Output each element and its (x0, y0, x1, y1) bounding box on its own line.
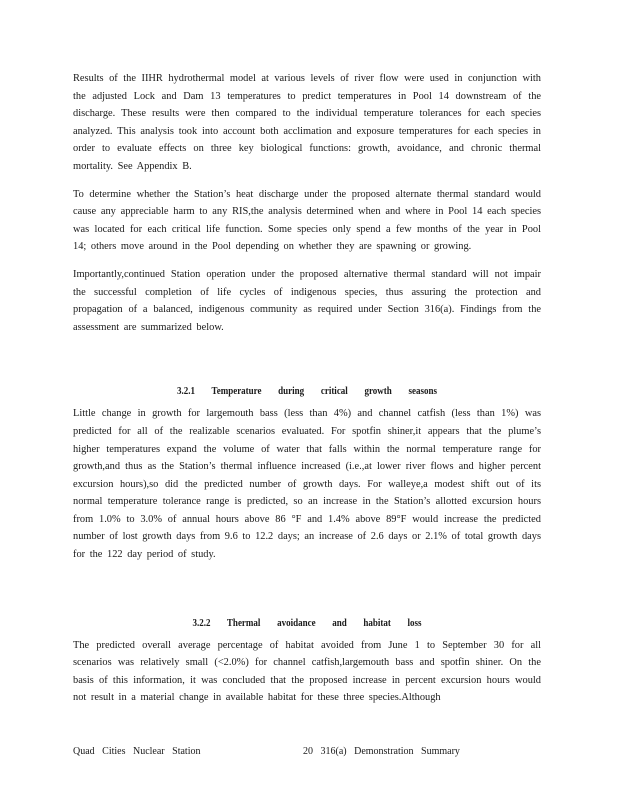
section-heading-3-2-2: 3.2.2 Thermal avoidance and habitat loss (192, 617, 422, 629)
footer-station-name: Quad Cities Nuclear Station (73, 746, 201, 757)
footer-page-title: 20 316(a) Demonstration Summary (303, 746, 460, 757)
paragraph-heat-discharge: To determine whether the Station’s heat discharge under the proposed alternate thermal standard would cause any appreciable harm to any RIS,the analysis determined when and where in Pool 14 each species was located for each critical life function. Some species only spend a few months of the year in Pool 14; others move around in the Pool depending on whether they are spawning or growing. (73, 188, 541, 253)
document-page (73, 70, 541, 717)
paragraph-habitat-loss: The predicted overall average percentage of habitat avoided from June 1 to September 30 for all scenarios was relatively small (<2.0%) for channel catfish,largemouth bass and spotfin shiner. On the basis of this information, it was concluded that the proposed increase in percent excursion hours would not result in a material change in available habitat for these three species.Although (73, 639, 541, 704)
section-heading-3-2-1: 3.2.1 Temperature during critical growth seasons (177, 386, 437, 398)
paragraph-model-results: Results of the IIHR hydrothermal model at various levels of river flow were used in conjunction with the adjusted Lock and Dam 13 temperatures to predict temperatures in Pool 14 downstream of the discharge. These results were then compared to the individual temperature tolerances for each species analyzed. This analysis took into account both acclimation and exposure temperatures for each species in order to evaluate effects on three key biological functions: growth, avoidance, and chronic thermal mortality. See Appendix B. (73, 73, 541, 172)
paragraph-growth-seasons: Little change in growth for largemouth bass (less than 4%) and channel catfish (less than 1%) was predicted for all of the realizable scenarios evaluated. For spotfin shiner,it appears that the plume’s higher temperatures expand the volume of water that falls within the normal temperature range for growth,and thus as the Station’s thermal influence increased (i.e.,at lower river flows and higher percent excursion hours),so did the predicted number of growth days. For walleye,a modest shift out of its normal temperature tolerance range is predicted, so an increase in the Station’s allotted excursion hours from 1.0% to 3.0% of annual hours above 86 °F and 1.4% above 89°F would increase the predicted number of lost growth days from 9.6 to 12.2 days; an increase of 2.6 days or 2.1% of total growth days for the 122 day period of study. (73, 408, 541, 561)
paragraph-continued-operation: Importantly,continued Station operation under the proposed alternative thermal standard will not impair the successful completion of life cycles of indigenous species, thus assuring the protection and propagation of a balanced, indigenous community as required under Section 316(a). Findings from the assessment are summarized below. (73, 268, 541, 333)
